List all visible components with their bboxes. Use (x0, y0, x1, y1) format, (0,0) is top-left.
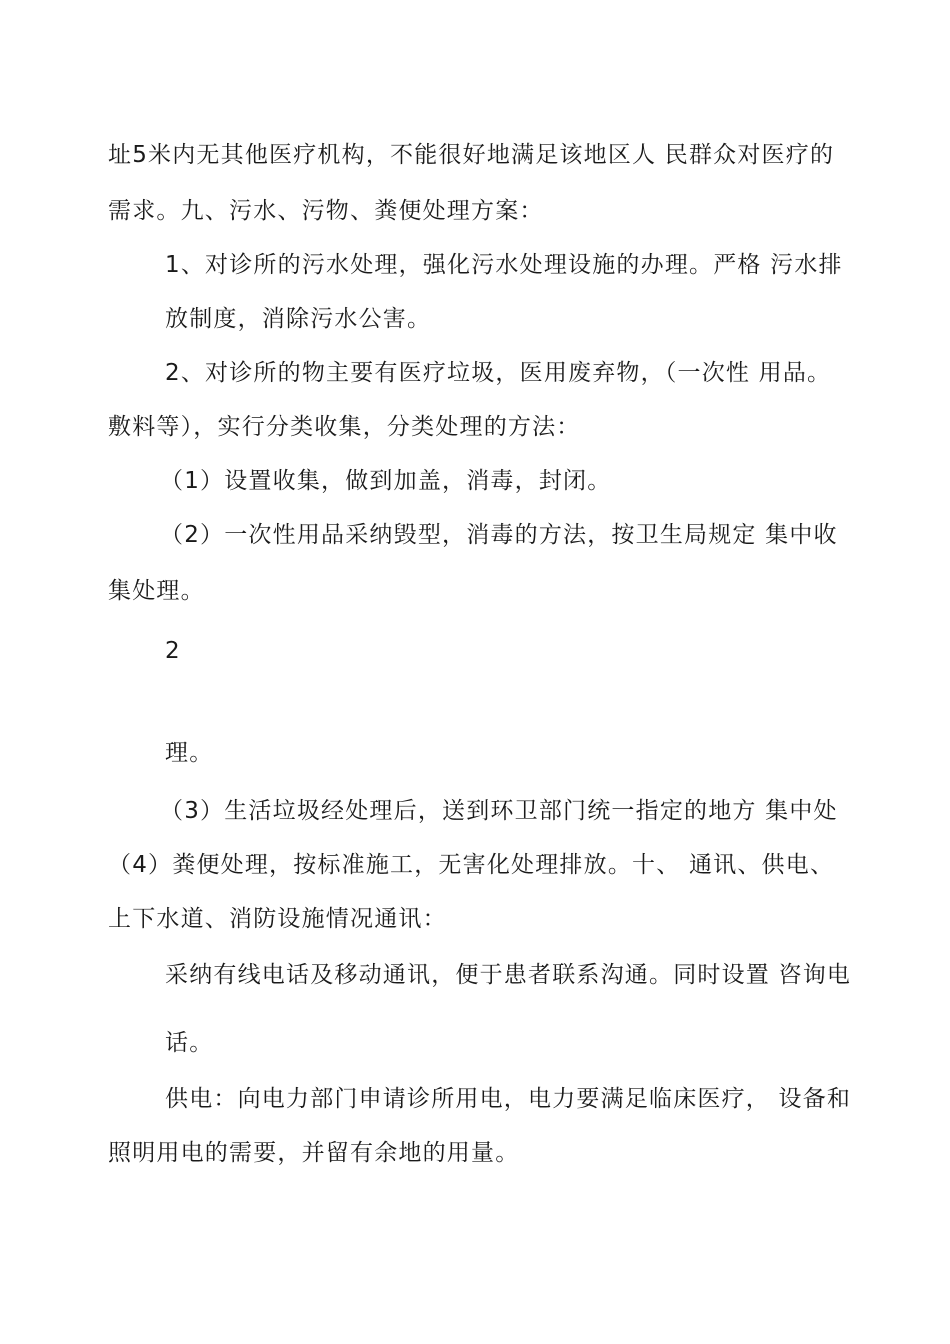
text-line: （3）生活垃圾经处理后，送到环卫部门统一指定的地方 集中处 (160, 798, 838, 824)
page-number: 2 (165, 638, 181, 664)
text-line: 采纳有线电话及移动通讯，便于患者联系沟通。同时设置 咨询电 (165, 962, 852, 988)
text-line: 敷料等），实行分类收集，分类处理的方法： (108, 414, 581, 440)
text-line: 1、对诊所的污水处理，强化污水处理设施的办理。严格 污水排 (165, 252, 843, 278)
text-line: 照明用电的需要，并留有余地的用量。 (108, 1140, 520, 1166)
text-line: 理。 (165, 740, 214, 766)
text-line: （1）设置收集，做到加盖，消毒，封闭。 (160, 468, 612, 494)
text-line: （2）一次性用品采纳毁型，消毒的方法，按卫生局规定 集中收 (160, 522, 838, 548)
text-line: 2、对诊所的物主要有医疗垃圾，医用废弃物，（一次性 用品。 (165, 360, 832, 386)
text-line: （4）粪便处理，按标准施工，无害化处理排放。十、 通讯、供电、 (108, 852, 835, 878)
text-line: 话。 (165, 1030, 214, 1056)
text-line: 上下水道、消防设施情况通讯： (108, 906, 447, 932)
text-line: 放制度，消除污水公害。 (165, 306, 432, 332)
text-line: 址5米内无其他医疗机构，不能很好地满足该地区人 民群众对医疗的 (108, 142, 835, 168)
text-line: 集处理。 (108, 578, 205, 604)
text-line: 供电：向电力部门申请诊所用电，电力要满足临床医疗， 设备和 (165, 1086, 852, 1112)
text-line: 需求。九、污水、污物、粪便处理方案： (108, 198, 544, 224)
